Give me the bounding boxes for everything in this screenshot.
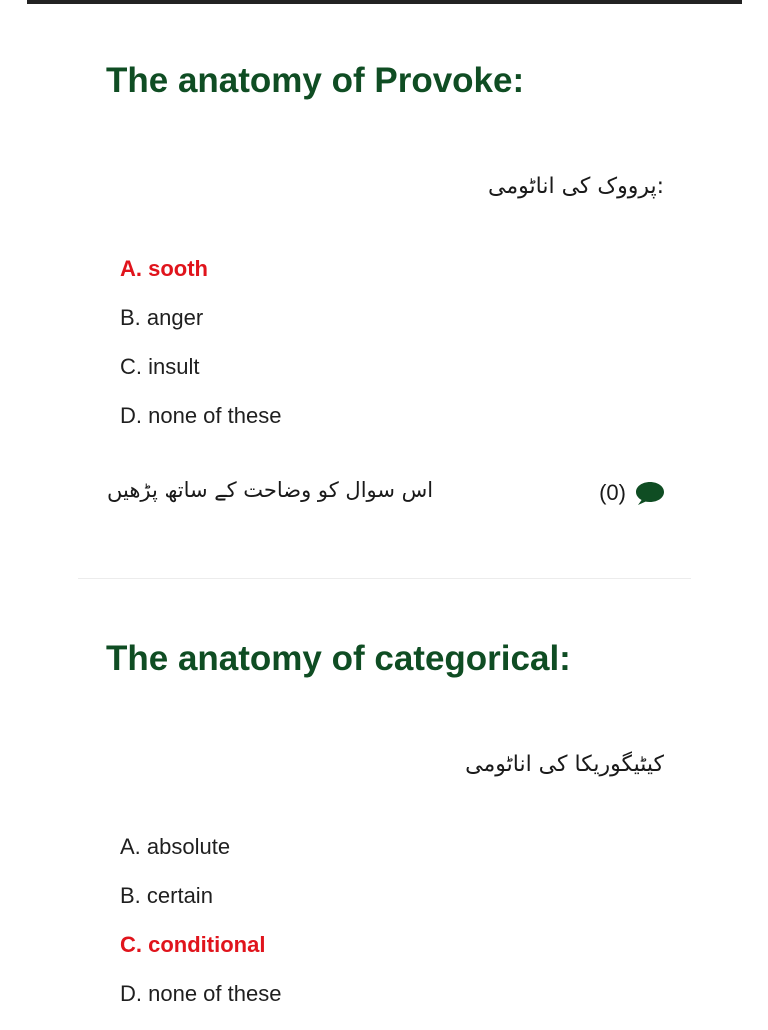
divider [78, 578, 691, 579]
question-title: The anatomy of Provoke: [106, 61, 525, 100]
option-a[interactable]: A. sooth [120, 256, 208, 281]
question-urdu-prompt: :پرووک کی اناٹومی [488, 174, 664, 199]
option-c[interactable]: C. conditional [120, 932, 266, 957]
option-b[interactable]: B. anger [120, 305, 204, 330]
comments-button[interactable] [599, 480, 666, 506]
option-a[interactable]: A. absolute [120, 834, 231, 859]
question-title: The anatomy of categorical: [106, 639, 571, 678]
option-c[interactable]: C. insult [120, 354, 200, 379]
option-d[interactable]: D. none of these [120, 403, 282, 428]
comment-count: (0) [599, 480, 626, 505]
option-d[interactable]: D. none of these [120, 981, 282, 1006]
option-b[interactable]: B. certain [120, 883, 213, 908]
read-with-explanation-link[interactable]: اس سوال کو وضاحت کے ساتھ پڑھیں [107, 478, 434, 502]
options-list [120, 256, 281, 452]
question-footer [0, 478, 768, 512]
speech-bubble-icon [634, 480, 666, 506]
options-list [120, 834, 281, 1030]
top-bar [27, 0, 742, 4]
question-urdu-prompt: کیٹیگوریکا کی اناٹومی [465, 752, 664, 777]
